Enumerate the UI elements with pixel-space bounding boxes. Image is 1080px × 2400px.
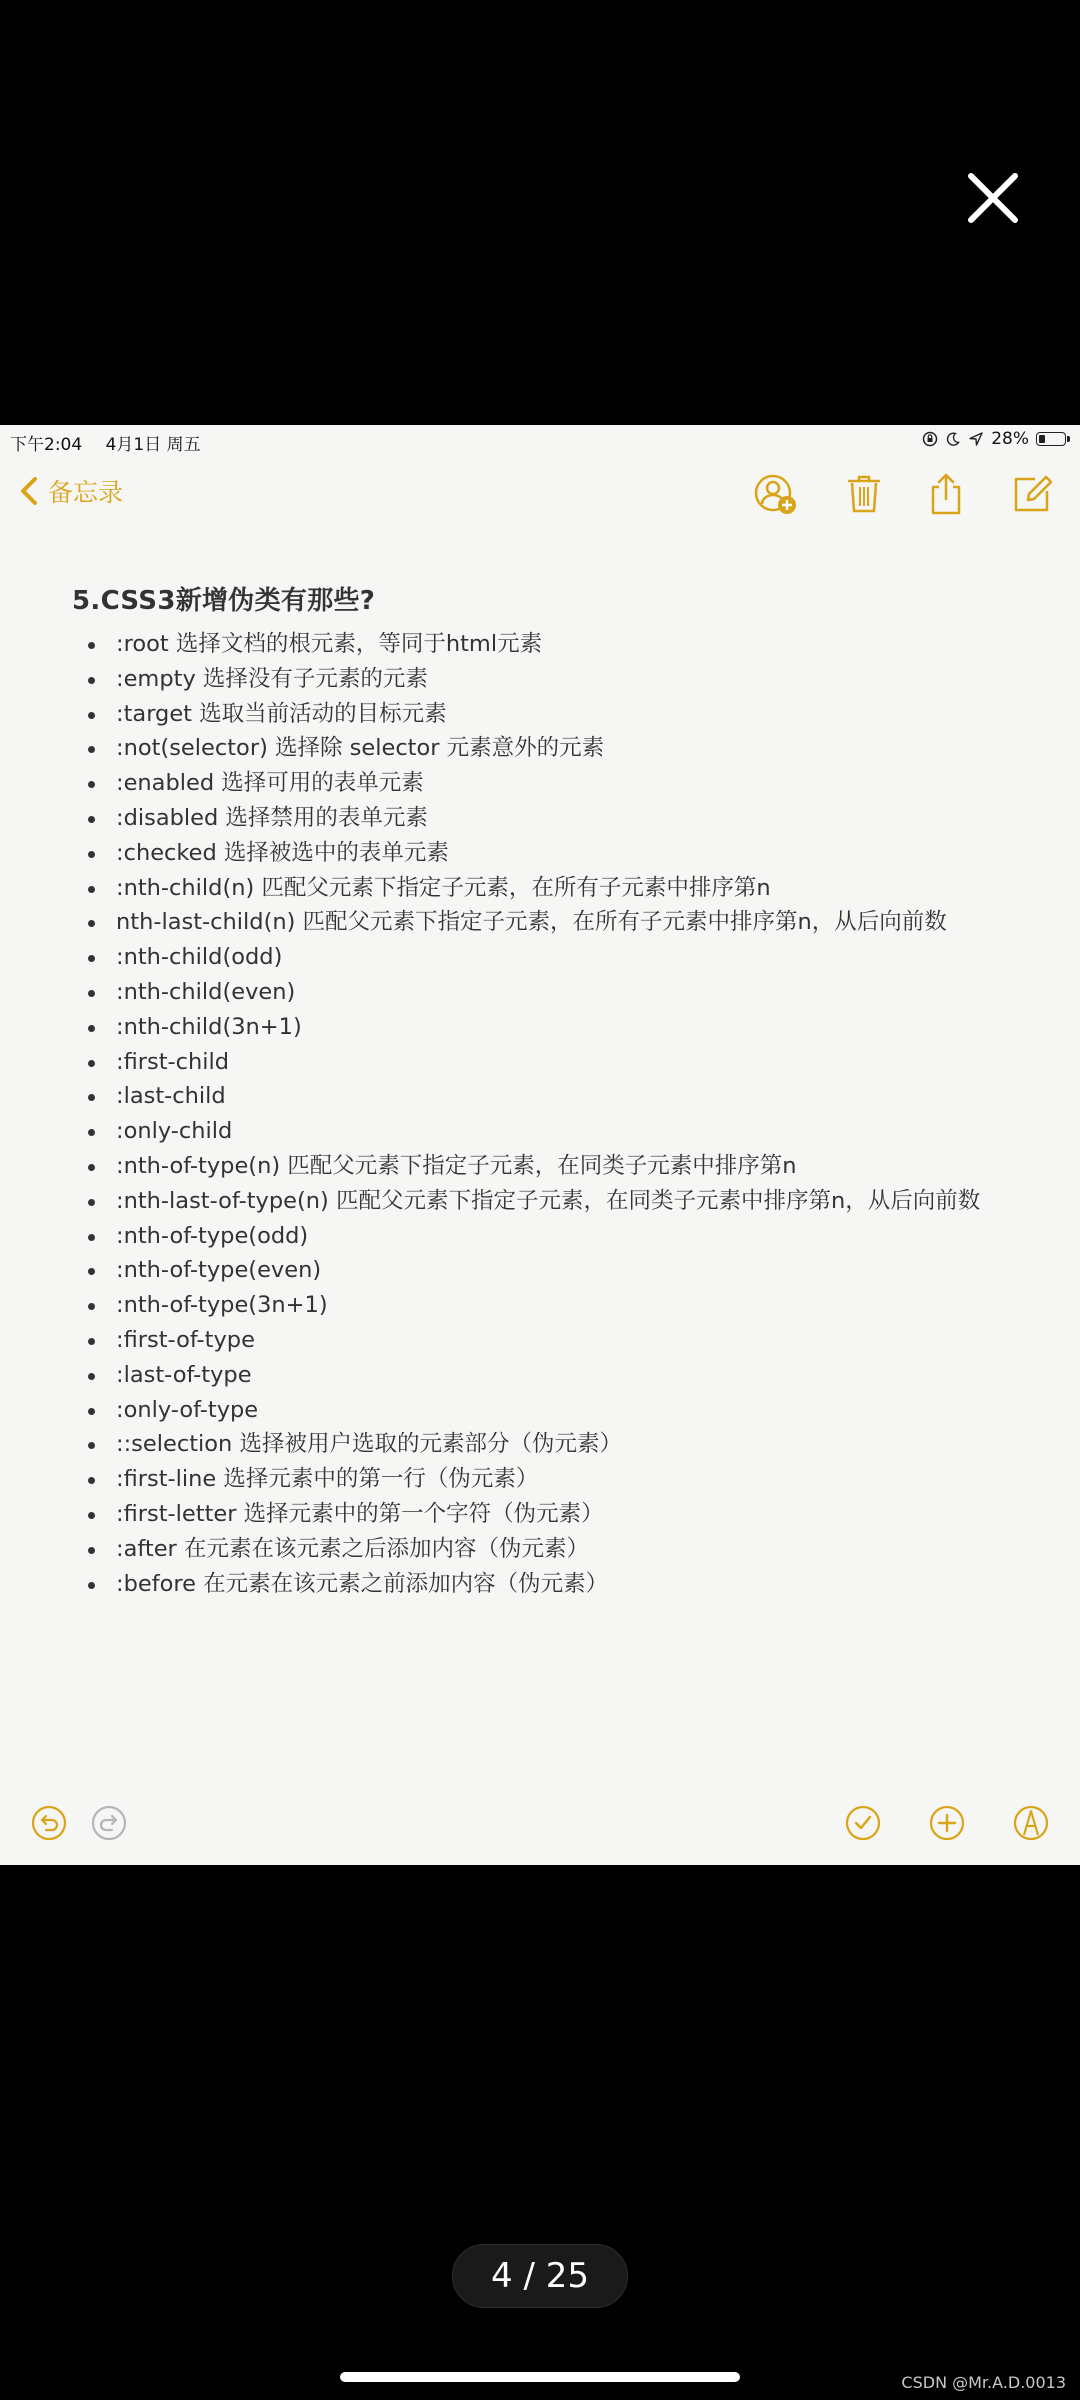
- list-item: [72, 1567, 1012, 1602]
- note-list: [72, 627, 1012, 1601]
- list-item: [72, 766, 1012, 801]
- redo-button[interactable]: [89, 1803, 129, 1843]
- bullet-icon: [88, 712, 95, 719]
- page-indicator: [452, 2244, 628, 2308]
- bullet-icon: [88, 746, 95, 753]
- bullet-icon: [88, 1373, 95, 1380]
- list-item-text: :nth-child(even): [116, 978, 296, 1005]
- bullet-icon: [88, 1442, 95, 1449]
- compose-icon: [1009, 471, 1055, 517]
- bullet-icon: [88, 1234, 95, 1241]
- bullet-icon: [88, 1408, 95, 1415]
- bullet-icon: [88, 1094, 95, 1101]
- list-item-text: :nth-of-type(3n+1): [116, 1292, 328, 1319]
- redo-icon: [89, 1803, 129, 1843]
- list-item-text: :nth-child(3n+1): [116, 1013, 302, 1040]
- undo-icon: [29, 1803, 69, 1843]
- bullet-icon: [88, 1512, 95, 1519]
- list-item-text: :before 在元素在该元素之前添加内容（伪元素）: [116, 1570, 609, 1597]
- list-item: [72, 1288, 1012, 1323]
- share-button[interactable]: [923, 471, 969, 517]
- list-item-text: :nth-of-type(n) 匹配父元素下指定子元素，在同类子元素中排序第n: [116, 1152, 797, 1179]
- list-item-text: :enabled 选择可用的表单元素: [116, 770, 424, 797]
- page-current: 4: [491, 2256, 513, 2296]
- list-item: [72, 662, 1012, 697]
- back-label: 备忘录: [48, 478, 124, 507]
- bullet-icon: [88, 677, 95, 684]
- bullet-icon: [88, 1129, 95, 1136]
- battery-icon: [1036, 432, 1066, 446]
- delete-button[interactable]: [841, 471, 887, 517]
- list-item-text: :not(selector) 选择除 selector 元素意外的元素: [116, 735, 605, 762]
- notes-bottom-bar: [0, 1775, 1080, 1865]
- list-item: [72, 836, 1012, 871]
- markup-icon: [1011, 1803, 1051, 1843]
- list-item-text: :only-of-type: [116, 1396, 259, 1423]
- list-item: [72, 1358, 1012, 1393]
- compose-button[interactable]: [1009, 471, 1055, 517]
- note-title: 5.CSS3新增伪类有那些?: [72, 586, 376, 616]
- list-item: [72, 1393, 1012, 1428]
- bullet-icon: [88, 1303, 95, 1310]
- status-date: 4月1日 周五: [105, 435, 201, 455]
- status-time: 下午2:04: [10, 435, 83, 455]
- bullet-icon: [88, 781, 95, 788]
- add-button[interactable]: [927, 1803, 967, 1843]
- home-indicator[interactable]: [340, 2372, 740, 2382]
- list-item-text: :nth-child(odd): [116, 944, 283, 971]
- list-item: [72, 1184, 1012, 1219]
- bullet-icon: [88, 1268, 95, 1275]
- list-item-text: :last-child: [116, 1083, 226, 1110]
- list-item-text: nth-last-child(n) 匹配父元素下指定子元素，在所有子元素中排序第n，从后向前数: [116, 909, 947, 936]
- chevron-left-icon: [18, 475, 40, 507]
- list-item: [72, 871, 1012, 906]
- page-total: 25: [545, 2256, 589, 2296]
- list-item-text: :first-line 选择元素中的第一行（伪元素）: [116, 1466, 539, 1493]
- bullet-icon: [88, 1025, 95, 1032]
- close-icon: [963, 168, 1023, 228]
- list-item-text: :first-child: [116, 1048, 230, 1075]
- add-person-button[interactable]: [753, 471, 799, 517]
- list-item-text: :nth-last-of-type(n) 匹配父元素下指定子元素，在同类子元素中排序第n，从后向前数: [116, 1187, 981, 1214]
- list-item-text: :after 在元素在该元素之后添加内容（伪元素）: [116, 1535, 589, 1562]
- bullet-icon: [88, 1338, 95, 1345]
- bullet-icon: [88, 990, 95, 997]
- bullet-icon: [88, 1582, 95, 1589]
- undo-button[interactable]: [29, 1803, 69, 1843]
- list-item: [72, 801, 1012, 836]
- list-item: [72, 1532, 1012, 1567]
- list-item: [72, 1323, 1012, 1358]
- orientation-lock-icon: [922, 431, 938, 447]
- bullet-icon: [88, 955, 95, 962]
- list-item: [72, 1010, 1012, 1045]
- list-item-text: :first-of-type: [116, 1326, 255, 1353]
- list-item-text: :nth-of-type(even): [116, 1257, 322, 1284]
- bullet-icon: [88, 1199, 95, 1206]
- notes-toolbar: [0, 463, 1080, 523]
- bullet-icon: [88, 1164, 95, 1171]
- notes-screenshot: [0, 425, 1080, 1865]
- list-item: [72, 627, 1012, 662]
- list-item: [72, 1114, 1012, 1149]
- list-item: [72, 731, 1012, 766]
- list-item-text: :last-of-type: [116, 1361, 252, 1388]
- list-item-text: :root 选择文档的根元素，等同于html元素: [116, 631, 543, 657]
- add-person-icon: [753, 471, 799, 517]
- list-item: [72, 1149, 1012, 1184]
- list-item: [72, 940, 1012, 975]
- markup-button[interactable]: [1011, 1803, 1051, 1843]
- bullet-icon: [88, 1060, 95, 1067]
- note-content: [72, 580, 1012, 1601]
- share-icon: [923, 471, 969, 517]
- list-item-text: :only-child: [116, 1118, 233, 1145]
- page-separator: /: [512, 2256, 546, 2296]
- list-item-text: :first-letter 选择元素中的第一个字符（伪元素）: [116, 1500, 604, 1527]
- bullet-icon: [88, 851, 95, 858]
- trash-icon: [841, 471, 887, 517]
- list-item: [72, 1219, 1012, 1254]
- back-button[interactable]: [18, 473, 123, 509]
- add-icon: [927, 1803, 967, 1843]
- list-item: [72, 697, 1012, 732]
- bullet-icon: [88, 642, 95, 649]
- close-button[interactable]: [963, 168, 1023, 228]
- bullet-icon: [88, 816, 95, 823]
- list-item-text: :nth-of-type(odd): [116, 1222, 309, 1249]
- bullet-icon: [88, 1547, 95, 1554]
- list-item: [72, 975, 1012, 1010]
- checklist-icon: [843, 1803, 883, 1843]
- location-icon: [968, 431, 984, 447]
- list-item: [72, 1497, 1012, 1532]
- bullet-icon: [88, 886, 95, 893]
- list-item: [72, 1079, 1012, 1114]
- bullet-icon: [88, 920, 95, 927]
- list-item: [72, 1427, 1012, 1462]
- status-bar: [0, 425, 1080, 455]
- battery-percent: 28%: [991, 429, 1029, 449]
- list-item: [72, 905, 1012, 940]
- bullet-icon: [88, 1477, 95, 1484]
- watermark: CSDN @Mr.A.D.0013: [901, 2373, 1066, 2392]
- list-item-text: :empty 选择没有子元素的元素: [116, 665, 428, 692]
- checklist-button[interactable]: [843, 1803, 883, 1843]
- list-item: [72, 1253, 1012, 1288]
- list-item-text: :nth-child(n) 匹配父元素下指定子元素，在所有子元素中排序第n: [116, 874, 771, 901]
- moon-icon: [945, 431, 961, 447]
- list-item: [72, 1462, 1012, 1497]
- list-item: [72, 1045, 1012, 1080]
- list-item-text: :disabled 选择禁用的表单元素: [116, 804, 428, 831]
- list-item-text: :checked 选择被选中的表单元素: [116, 839, 449, 866]
- list-item-text: ::selection 选择被用户选取的元素部分（伪元素）: [116, 1431, 622, 1458]
- list-item-text: :target 选取当前活动的目标元素: [116, 700, 447, 727]
